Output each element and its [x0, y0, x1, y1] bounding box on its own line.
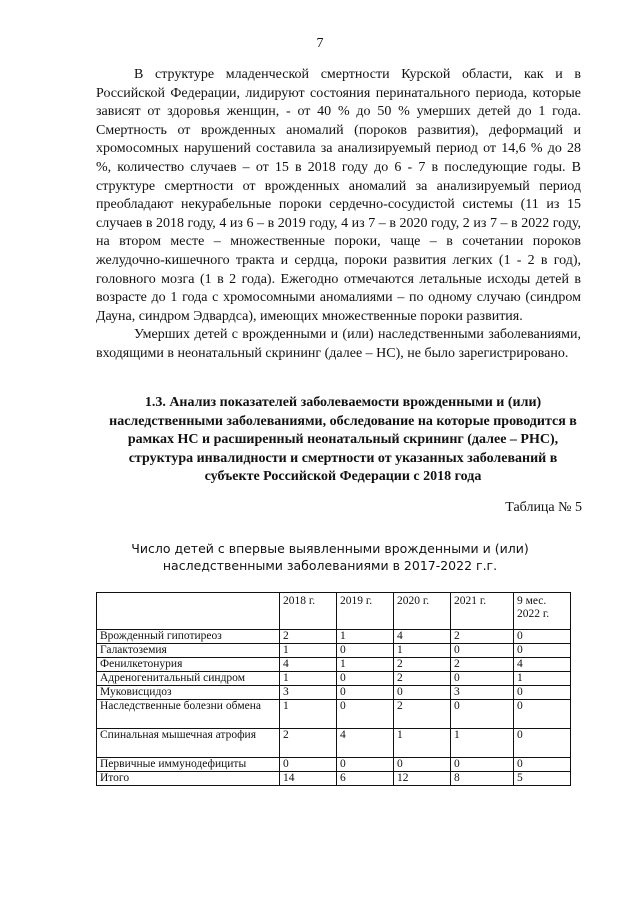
table-cell: 0 — [451, 672, 514, 686]
table-row — [97, 758, 571, 772]
table-cell: 0 — [280, 758, 337, 772]
table-cell: 2 — [280, 630, 337, 644]
table-cell: 1 — [280, 700, 337, 729]
table-cell: 1 — [394, 729, 451, 758]
table-cell: 1 — [451, 729, 514, 758]
table-row — [97, 700, 571, 729]
header-cell — [97, 593, 280, 630]
table-cell: 1 — [394, 644, 451, 658]
table-cell: 6 — [337, 772, 394, 786]
table-cell: 1 — [514, 672, 571, 686]
header-cell: 9 мес. 2022 г. — [514, 593, 571, 630]
table-cell: 4 — [514, 658, 571, 672]
row-label: Адреногенитальный синдром — [97, 672, 280, 686]
table-cell: 0 — [337, 700, 394, 729]
table-cell: 1 — [337, 658, 394, 672]
header-cell: 2021 г. — [451, 593, 514, 630]
table-cell: 2 — [394, 700, 451, 729]
table-cell: 4 — [394, 630, 451, 644]
header-cell: 2019 г. — [337, 593, 394, 630]
table-header-row — [97, 593, 571, 630]
table-cell: 0 — [514, 644, 571, 658]
table-cell: 0 — [337, 644, 394, 658]
table-cell: 0 — [514, 686, 571, 700]
table-cell: 0 — [337, 672, 394, 686]
section-heading: 1.3. Анализ показателей заболеваемости врожденными и (или) наследственными заболеваниями, обследование на которые проводится в рамках НС и расширенный неонатальный скрининг (далее – РНС), структура инвалидности и смертности от указанных заболеваний в субъекте Российской Федерации с 2018 года — [109, 395, 577, 485]
table-row — [97, 658, 571, 672]
table-cell: 0 — [451, 758, 514, 772]
table-cell: 0 — [514, 729, 571, 758]
data-table — [96, 592, 571, 786]
table-row — [97, 630, 571, 644]
table-cell: 3 — [280, 686, 337, 700]
body-paragraph: Умерших детей с врожденными и (или) наследственными заболеваниями, входящими в неонатальный скрининг (далее – НС), не было зарегистрировано. — [96, 327, 581, 361]
row-label: Итого — [97, 772, 280, 786]
table-label: Таблица № 5 — [505, 500, 582, 515]
table-total-row — [97, 772, 571, 786]
row-label: Спинальная мышечная атрофия — [97, 729, 280, 758]
table-cell: 1 — [337, 630, 394, 644]
table-cell: 4 — [337, 729, 394, 758]
page-number: 7 — [316, 36, 324, 51]
table-cell: 2 — [280, 729, 337, 758]
table-row — [97, 686, 571, 700]
row-label: Наследственные болезни обмена — [97, 700, 280, 729]
table-cell: 0 — [394, 686, 451, 700]
table-row — [97, 672, 571, 686]
table-cell: 2 — [394, 658, 451, 672]
table-cell: 1 — [280, 644, 337, 658]
table-cell: 4 — [280, 658, 337, 672]
row-label: Врожденный гипотиреоз — [97, 630, 280, 644]
header-cell: 2020 г. — [394, 593, 451, 630]
row-label: Муковисцидоз — [97, 686, 280, 700]
table-caption: Число детей с впервые выявленными врожденными и (или) наследственными заболеваниями в 2017-2022 г.г. — [131, 541, 529, 573]
table-cell: 0 — [514, 700, 571, 729]
table-cell: 0 — [514, 630, 571, 644]
table-cell: 14 — [280, 772, 337, 786]
table-row — [97, 729, 571, 758]
table-cell: 5 — [514, 772, 571, 786]
table-cell: 2 — [451, 630, 514, 644]
header-cell: 2018 г. — [280, 593, 337, 630]
table-cell: 1 — [280, 672, 337, 686]
body-paragraph: В структуре младенческой смертности Курской области, как и в Российской Федерации, лидируют состояния перинатального периода, которые зависят от здоровья женщин, - от 40 % до 50 % умерших детей до 1 года. Смертность от врожденных аномалий (пороков развития), деформаций и хромосомных нарушений составила за анализируемый период от 14,6 % до 28 %, количество случаев – от 15 в 2018 году до 6 - 7 в последующие годы. В структуре смертности от врожденных аномалий за анализируемый период преобладают некурабельные пороки сердечно-сосудистой системы (11 из 15 случаев в 2018 году, 4 из 6 – в 2019 году, 4 из 7 – в 2020 году, 2 из 7 – в 2022 году, на втором месте – множественные пороки, чаще – в сочетании пороков желудочно-кишечного тракта и сердца, пороки развития легких (1 - 2 в год), головного мозга (1 в 2 года). Ежегодно отмечаются летальные исходы детей в возрасте до 1 года с хромосомными аномалиями – по одному случаю (синдром Дауна, синдром Эдвардса), имеющих множественные пороки развития. — [96, 67, 581, 324]
table-cell: 0 — [394, 758, 451, 772]
table-cell: 0 — [337, 686, 394, 700]
table-cell: 0 — [514, 758, 571, 772]
table-cell: 0 — [451, 644, 514, 658]
table-cell: 0 — [451, 700, 514, 729]
table-cell: 12 — [394, 772, 451, 786]
table-cell: 8 — [451, 772, 514, 786]
table-cell: 0 — [337, 758, 394, 772]
row-label: Галактоземия — [97, 644, 280, 658]
row-label: Фенилкетонурия — [97, 658, 280, 672]
table-cell: 2 — [394, 672, 451, 686]
table-cell: 3 — [451, 686, 514, 700]
table-row — [97, 644, 571, 658]
row-label: Первичные иммунодефициты — [97, 758, 280, 772]
table-cell: 2 — [451, 658, 514, 672]
